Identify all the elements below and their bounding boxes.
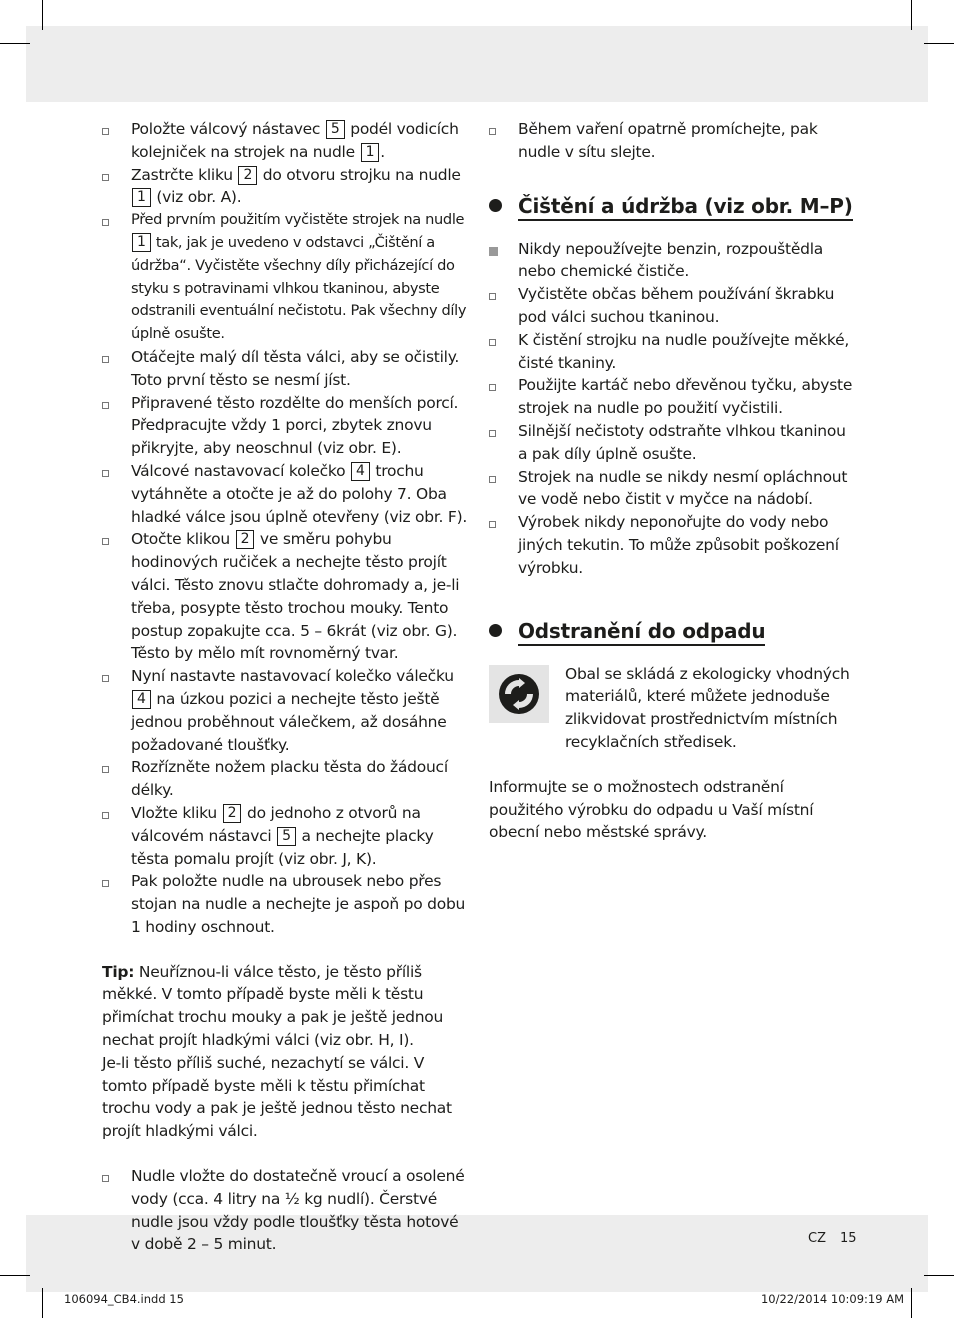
item-text: Nikdy nepoužívejte benzin, rozpouštědla nebo chemické čističe. (518, 239, 824, 281)
slug-timestamp: 10/22/2014 10:09:19 AM (760, 1292, 904, 1306)
checkbox-bullet-icon (489, 128, 496, 135)
instruction-list (489, 118, 857, 164)
list-item (102, 665, 470, 756)
checkbox-bullet-icon (102, 219, 109, 226)
item-text: Otočte klikou (131, 530, 235, 549)
list-item (102, 1165, 470, 1256)
item-text: (viz obr. A). (151, 188, 242, 207)
list-item (489, 238, 857, 284)
recycle-block (489, 663, 857, 754)
list-item (489, 374, 857, 420)
green-dot-recycle-icon (489, 665, 549, 723)
list-item (102, 392, 470, 460)
part-number-box: 2 (238, 166, 257, 185)
item-text: na úzkou pozici a nechejte těsto ještě jednou proběhnout válečkem, až dosáhne požadované tloušťky. (131, 689, 447, 754)
item-text: Pak položte nudle na ubrousek nebo přes stojan na nudle a nechejte je aspoň po dobu 1 hodiny oschnout. (131, 872, 466, 936)
checkbox-bullet-icon (489, 339, 496, 346)
item-text: Zastrčte kliku (131, 165, 238, 184)
checkbox-bullet-icon (102, 174, 109, 181)
part-number-box: 5 (326, 120, 345, 139)
checkbox-bullet-icon (489, 293, 496, 300)
page-number: 15 (840, 1231, 857, 1246)
list-item (102, 118, 470, 164)
part-number-box: 2 (236, 530, 255, 549)
header-band (26, 26, 928, 102)
item-text: Výrobek nikdy neponořujte do vody nebo jiných tekutin. To může způsobit poškození výrobku. (518, 513, 839, 577)
section-title: Čištění a údržba (viz obr. M–P) (518, 194, 853, 221)
item-text: a nechejte placky těsta pomalu projít (viz obr. J, K). (131, 826, 434, 868)
item-text: Během vaření opatrně promíchejte, pak nudle v sítu slejte. (518, 120, 818, 161)
right-column (489, 118, 857, 844)
part-number-box: 5 (277, 827, 296, 846)
tip-paragraph-2: Je-li těsto příliš suché, nezachytí se válci. V tomto případě byste měli k těstu přimíchat trochu vody a pak je ještě jednou těsto nechat projít hladkými válci. (102, 1053, 452, 1141)
checkbox-bullet-icon (102, 812, 109, 819)
item-text: Rozřízněte nožem placku těsta do žádoucí délky. (131, 758, 448, 800)
checkbox-bullet-icon (102, 880, 109, 887)
list-item (102, 460, 470, 528)
disposal-text: Informujte se o možnostech odstranění použitého výrobku do odpadu u Vaší místní obecní nebo městské správy. (489, 777, 814, 842)
list-item (489, 511, 857, 579)
item-text: K čistění strojku na nudle používejte měkké, čisté tkaniny. (518, 330, 850, 372)
part-number-box: 1 (132, 188, 151, 207)
list-item (102, 756, 470, 802)
item-text: do jednoho z otvorů na válcovém nástavci (131, 803, 421, 845)
checkbox-bullet-icon (102, 128, 109, 135)
item-text: Vyčistěte občas během používání škrabku pod válci suchou tkaninou. (518, 285, 835, 326)
crop-mark (911, 0, 912, 30)
item-text: Strojek na nudle se nikdy nesmí opláchnout ve vodě nebo čistit v myčce na nádobí. (518, 467, 848, 509)
tip-paragraph (102, 961, 470, 1052)
list-item (489, 329, 857, 375)
part-number-box: 4 (132, 690, 151, 709)
recycle-text: Obal se skládá z ekologicky vhodných materiálů, které můžete jednoduše zlikvidovat prostřednictvím místních recyklačních středisek. (565, 664, 850, 751)
checkbox-bullet-icon (489, 521, 496, 528)
item-text: podél vodicích kolejniček na strojek na nudle (131, 120, 459, 161)
item-text: . (380, 142, 385, 161)
item-text: tak, jak je uvedeno v odstavci „Čištění a údržba“. Vyčistěte všechny díly přicházející do styku s potravinami vlhkou tkaninou, abyste odstranili eventuální nečistotu. Pak všechny díly úplně osušte. (131, 233, 467, 343)
bullet-dot-icon (489, 199, 502, 212)
part-number-box: 1 (361, 143, 380, 162)
item-text: do otvoru strojku na nudle (258, 165, 461, 184)
list-item (489, 283, 857, 329)
crop-mark (924, 1275, 954, 1276)
item-text: Nudle vložte do dostatečně vroucí a osolené vody (cca. 4 litry na ½ kg nudlí). Čerstvé nudle jsou vždy podle tloušťky těsta hotové v době 2 – 5 minut. (131, 1167, 465, 1254)
crop-mark (0, 43, 30, 44)
list-item (102, 870, 470, 938)
checkbox-bullet-icon (102, 402, 109, 409)
cleaning-list (489, 238, 857, 580)
list-item (102, 528, 470, 665)
list-item (102, 802, 470, 870)
instruction-list (102, 1165, 470, 1256)
checkbox-bullet-icon (102, 538, 109, 545)
section-title: Odstranění do odpadu (518, 619, 765, 646)
instruction-list (102, 118, 470, 939)
checkbox-bullet-icon (102, 1175, 109, 1182)
tip-label: Tip: (102, 962, 135, 981)
checkbox-bullet-icon (489, 430, 496, 437)
part-number-box: 1 (132, 233, 151, 252)
checkbox-bullet-icon (102, 675, 109, 682)
item-text: Připravené těsto rozdělte do menších porcí. Předpracujte vždy 1 porci, zbytek znovu přikryjte, aby neoschnul (viz obr. E). (131, 393, 459, 458)
item-text: Použijte kartáč nebo dřevěnou tyčku, abyste strojek na nudle po použití vyčistili. (518, 376, 853, 418)
part-number-box: 4 (351, 462, 370, 481)
list-item (489, 466, 857, 512)
list-item (102, 164, 470, 210)
crop-mark (42, 1288, 43, 1318)
item-text: Před prvním použitím vyčistěte strojek na nudle (131, 211, 465, 229)
checkbox-bullet-icon (102, 470, 109, 477)
checkbox-bullet-icon (489, 384, 496, 391)
part-number-box: 2 (223, 804, 242, 823)
left-column (102, 118, 470, 1256)
item-text: trochu vytáhněte a otočte je až do polohy 7. Oba hladké válce jsou úplně otevřeny (viz obr. F). (131, 461, 468, 526)
slug-filename: 106094_CB4.indd 15 (64, 1292, 184, 1306)
crop-mark (42, 0, 43, 30)
checkbox-bullet-icon (489, 476, 496, 483)
tip-text: Neuříznou-li válce těsto, je těsto příliš měkké. V tomto případě byste měli k těstu přimíchat trochu mouky a pak je ještě jednou nechat projít hladkými válci (viz obr. H, I). (102, 962, 444, 1050)
crop-mark (0, 1275, 30, 1276)
crop-mark (924, 43, 954, 44)
list-item (489, 420, 857, 466)
item-text: Silnější nečistoty odstraňte vlhkou tkaninou a pak díly úplně osušte. (518, 421, 846, 463)
item-text: Válcové nastavovací kolečko (131, 461, 351, 480)
list-item (489, 118, 857, 164)
list-item (102, 346, 470, 392)
item-text: ve směru pohybu hodinových ručiček a nechejte těsto projít válci. Těsto znovu stlačte dohromady a, je-li třeba, posypte těsto trochou mouky. Tento postup zopakujte cca. 5 – 6krát (viz obr. G). Těsto by mělo mít rovnoměrný tvar. (131, 530, 460, 663)
item-text: Nyní nastavte nastavovací kolečko válečku (131, 667, 454, 686)
checkbox-bullet-icon (102, 356, 109, 363)
list-item (102, 209, 470, 346)
item-text: Položte válcový nástavec (131, 120, 325, 138)
item-text: Otáčejte malý díl těsta válci, aby se očistily. Toto první těsto se nesmí jíst. (131, 347, 460, 389)
footer-lang: CZ (808, 1231, 826, 1246)
section-heading-cleaning (489, 193, 857, 219)
bullet-dot-icon (489, 624, 502, 637)
square-bullet-icon (489, 247, 498, 256)
section-heading-disposal (489, 618, 857, 644)
item-text: Vložte kliku (131, 803, 222, 822)
checkbox-bullet-icon (102, 766, 109, 773)
crop-mark (911, 1288, 912, 1318)
